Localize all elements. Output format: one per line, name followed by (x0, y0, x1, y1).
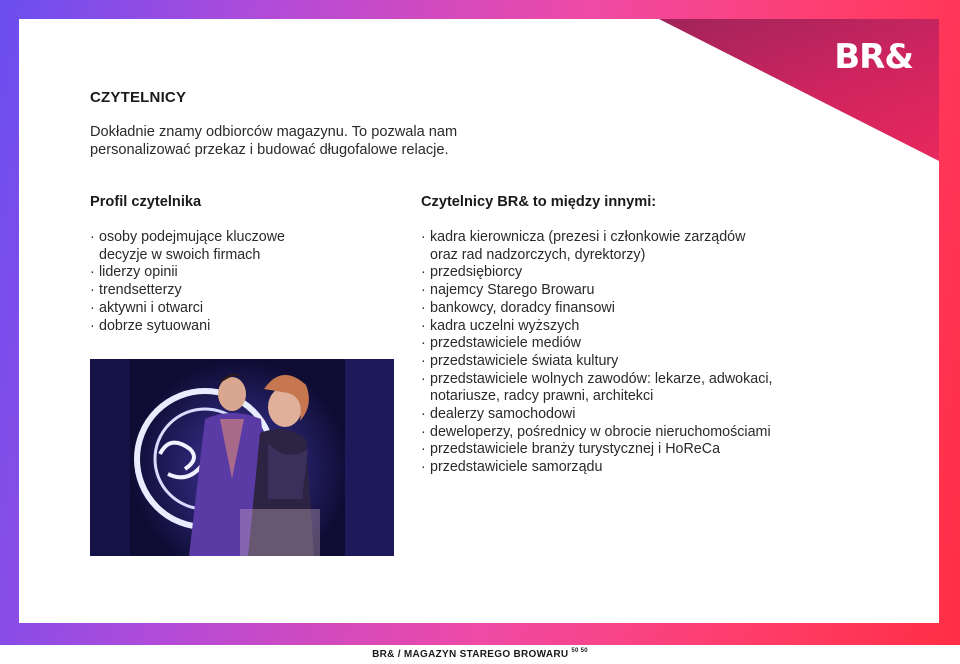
list-item: · kadra kierownicza (prezesi i członkowie zarządów oraz rad nadzorczych, dyrektorzy) (421, 229, 931, 264)
readers-heading: Czytelnicy BR& to między innymi: (421, 194, 657, 210)
profile-heading: Profil czytelnika (90, 194, 202, 210)
profile-list (90, 229, 390, 335)
page-number: 50 50 (571, 648, 588, 654)
list-item: · bankowcy, doradcy finansowi (421, 300, 931, 318)
list-item: · osoby podejmujące kluczowe decyzje w swoich firmach (90, 229, 390, 264)
page-footer (0, 645, 960, 664)
list-item: · najemcy Starego Browaru (421, 282, 931, 300)
brand-logo: BR& (834, 37, 913, 77)
list-item: · deweloperzy, pośrednicy w obrocie nieruchomościami (421, 424, 931, 442)
list-item: · przedstawiciele świata kultury (421, 353, 931, 371)
list-item: · kadra uczelni wyższych (421, 318, 931, 336)
section-title: CZYTELNICY (90, 89, 187, 106)
list-item: · aktywni i otwarci (90, 300, 390, 318)
footer-text: BR& / MAGAZYN STAREGO BROWARU (372, 649, 569, 660)
list-item: · przedstawiciele mediów (421, 335, 931, 353)
list-item: · przedstawiciele wolnych zawodów: lekarze, adwokaci, notariusze, radcy prawni, architekci (421, 371, 931, 406)
content-card (19, 19, 939, 623)
list-item: · trendsetterzy (90, 282, 390, 300)
list-item: · dealerzy samochodowi (421, 406, 931, 424)
intro-text: Dokładnie znamy odbiorców magazynu. To pozwala nam personalizować przekaz i budować długofalowe relacje. (90, 124, 458, 158)
list-item: · przedsiębiorcy (421, 264, 931, 282)
readers-list (421, 229, 931, 477)
list-item: · dobrze sytuowani (90, 318, 390, 336)
fashion-photo (90, 359, 394, 556)
list-item: · przedstawiciele samorządu (421, 459, 931, 477)
photo-illustration (90, 359, 394, 556)
list-item: · przedstawiciele branży turystycznej i HoReCa (421, 441, 931, 459)
list-item: · liderzy opinii (90, 264, 390, 282)
